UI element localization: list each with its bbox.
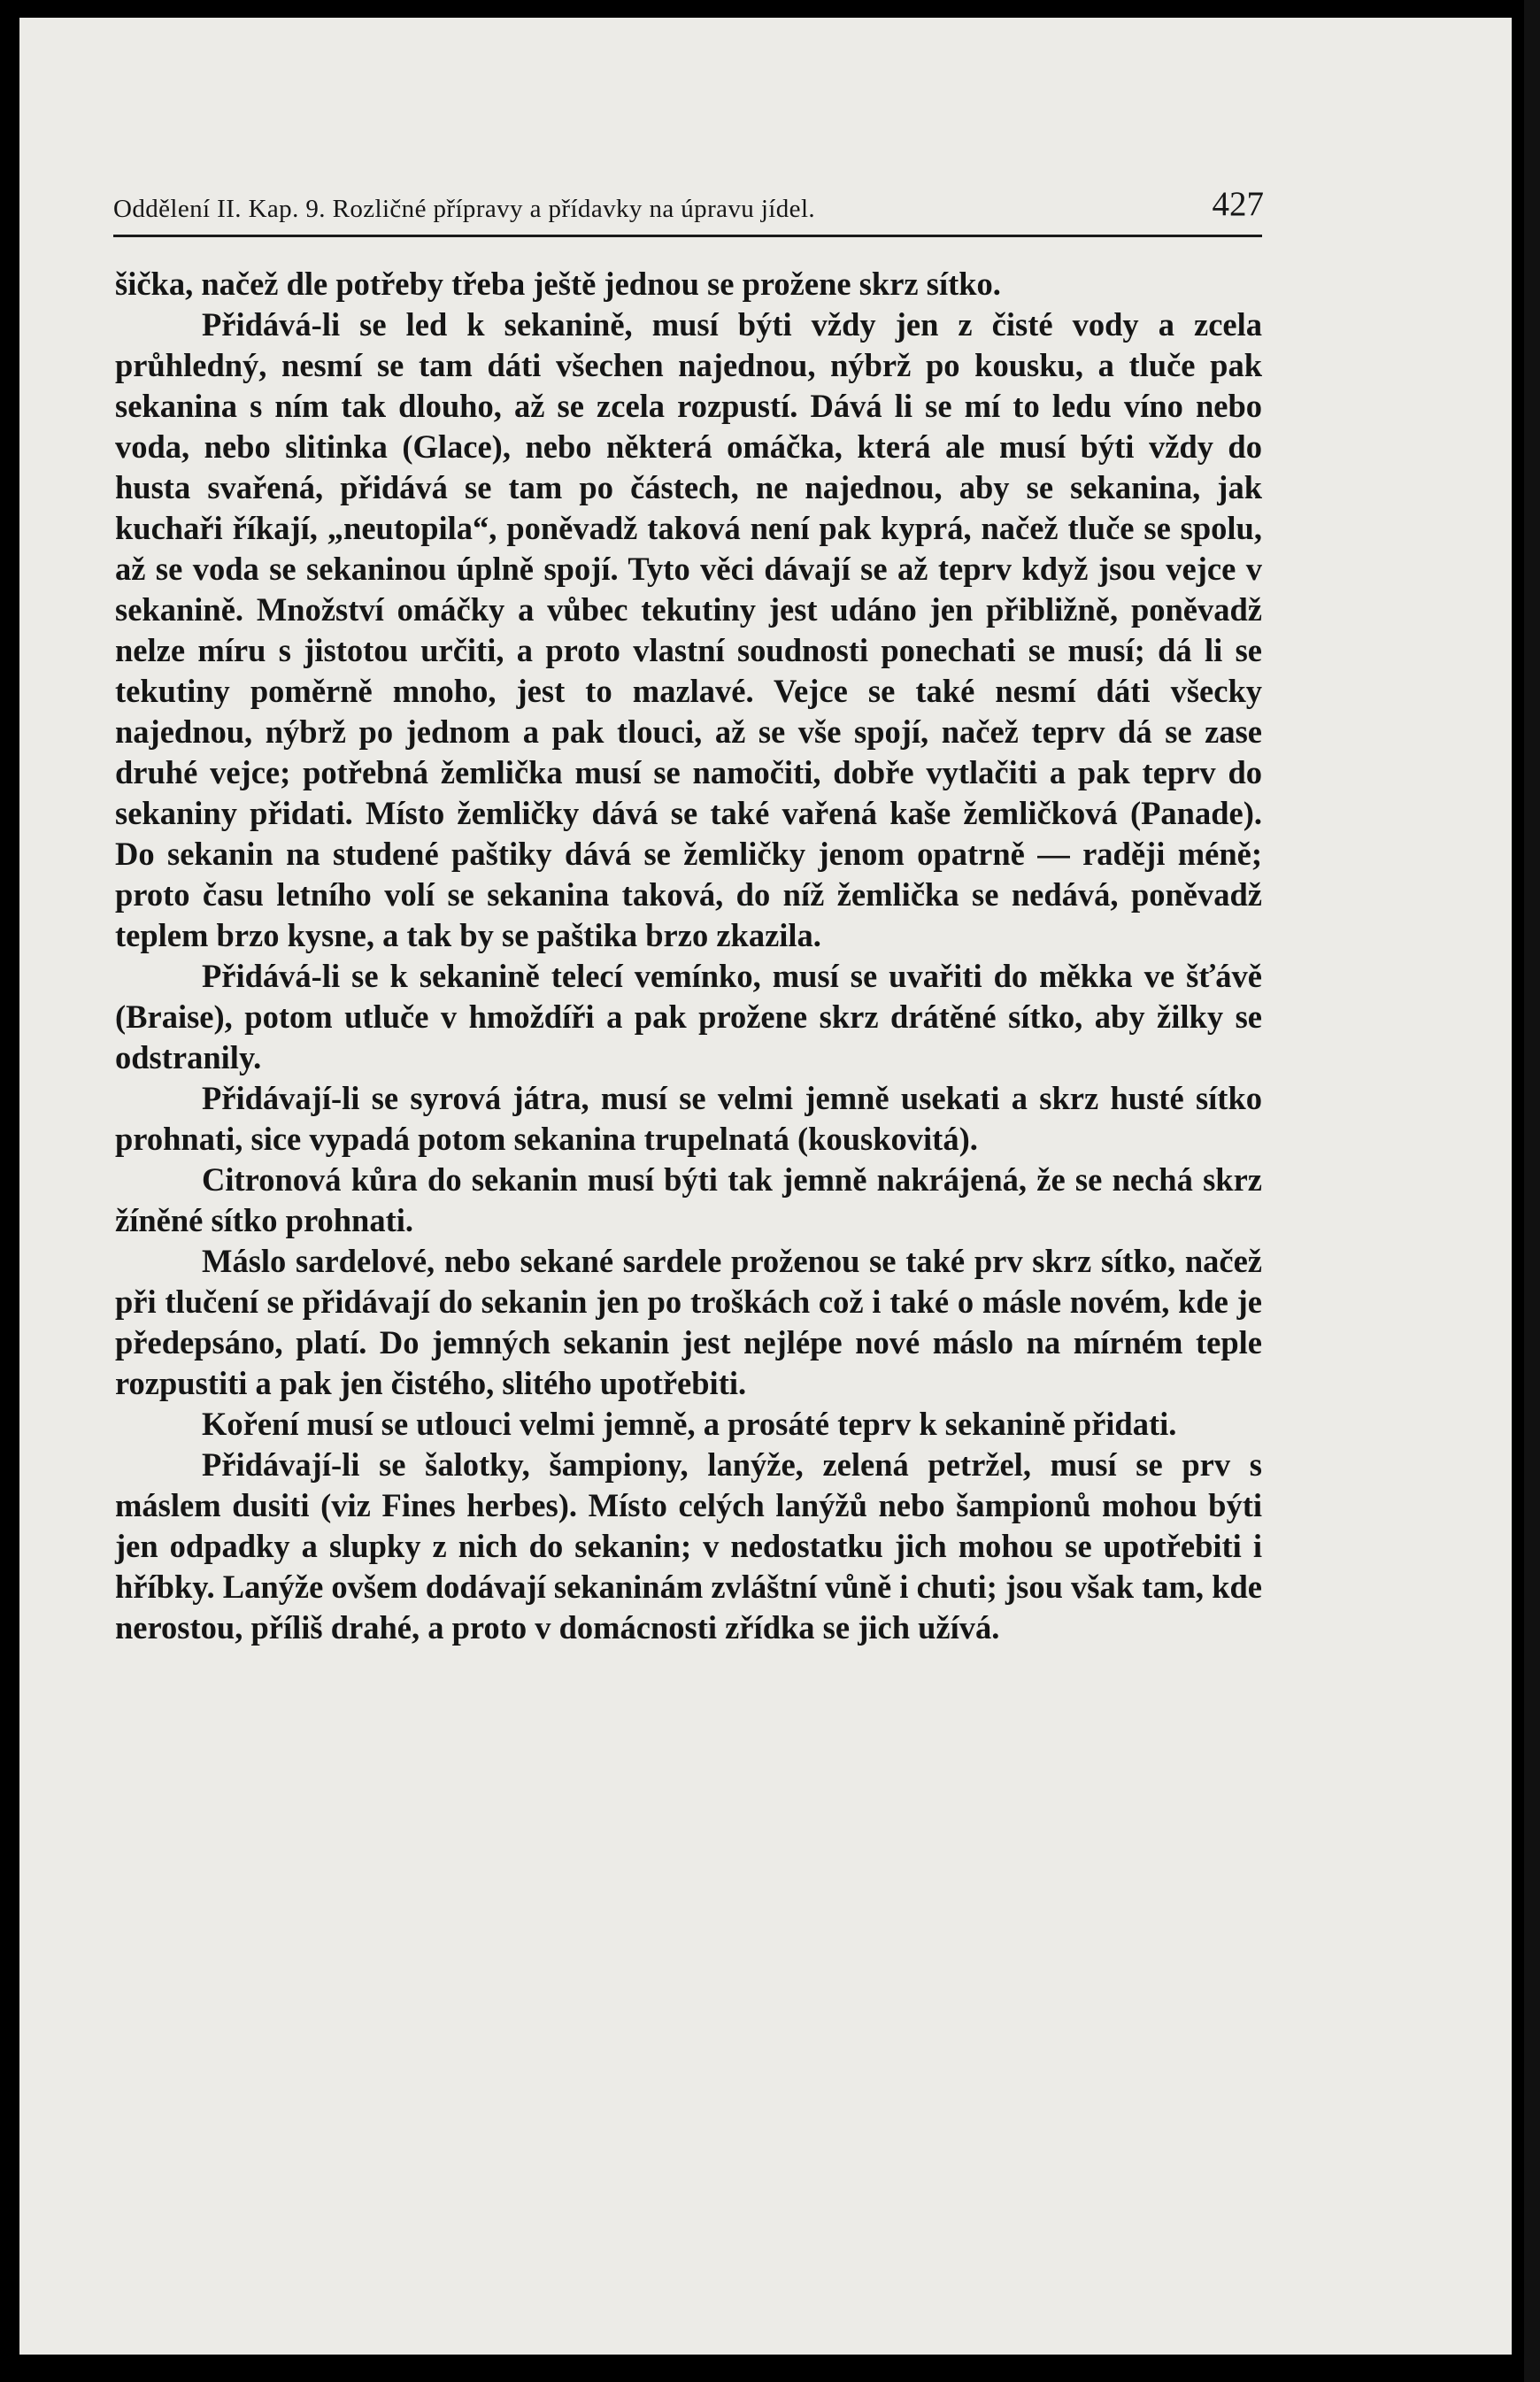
running-header <box>113 179 1264 232</box>
page-number: 427 <box>1212 185 1264 223</box>
paragraph: Koření musí se utlouci velmi jemně, a prosáté teprv k sekanině přidati. <box>202 1406 1177 1442</box>
header-rule <box>113 235 1262 237</box>
running-header-title: Oddělení II. Kap. 9. Rozličné přípravy a přídavky na úpravu jídel. <box>113 195 816 223</box>
paragraph: Přidávají-li se šalotky, šampiony, lanýže, zelená petržel, musí se prv s máslem dusiti (viz Fines herbes). Místo celých lanýžů nebo šampionů mohou býti jen odpadky a slupky z nich do sekanin; v nedostatku jich mohou se upotřebiti i hříbky. Lanýže ovšem dodávají sekaninám zvláštní vůně i chuti; jsou však tam, kde nerostou, příliš drahé, a proto v domácnosti zřídka se jich užívá. <box>115 1446 1262 1646</box>
paragraph: Přidává-li se k sekanině telecí vemínko, musí se uvařiti do měkka ve šťávě (Braise), potom utluče v hmoždíři a pak prožene skrz drátěné sítko, aby žilky se odstranily. <box>115 958 1262 1075</box>
paragraph: Máslo sardelové, nebo sekané sardele proženou se také prv skrz sítko, načež při tlučení se přidávají do sekanin jen po troškách což i také o másle novém, kde je předepsáno, platí. Do jemných sekanin jest nejlépe nové máslo na mírném teple rozpustiti a pak jen čistého, slitého upotřebiti. <box>115 1243 1262 1401</box>
paragraph: šička, načež dle potřeby třeba ještě jednou se prožene skrz sítko. <box>115 266 1001 302</box>
paragraph: Přidávají-li se syrová játra, musí se velmi jemně usekati a skrz husté sítko prohnati, sice vypadá potom sekanina trupelnatá (kouskovitá). <box>115 1080 1262 1157</box>
paragraph: Citronová kůra do sekanin musí býti tak jemně nakrájená, že se nechá skrz žíněné sítko prohnati. <box>115 1161 1262 1238</box>
body-text <box>115 264 1262 1648</box>
scan-edge <box>1524 0 1540 2382</box>
paragraph: Přidává-li se led k sekanině, musí býti vždy jen z čisté vody a zcela průhledný, nesmí se tam dáti všechen najednou, nýbrž po kousku, a tluče pak sekanina s ním tak dlouho, až se zcela rozpustí. Dává li se mí to ledu víno nebo voda, nebo slitinka (Glace), nebo některá omáčka, která ale musí býti vždy do husta svařená, přidává se tam po částech, ne najednou, aby se sekanina, jak kuchaři říkají, „neutopila“, poněvadž taková není pak kyprá, načež tluče se spolu, až se voda se sekaninou úplně spojí. Tyto věci dávají se až teprv když jsou vejce v sekanině. Množství omáčky a vůbec tekutiny jest udáno jen přibližně, poněvadž nelze míru s jistotou určiti, a proto vlastní soudnosti ponechati se musí; dá li se tekutiny poměrně mnoho, jest to mazlavé. Vejce se také nesmí dáti všecky najednou, nýbrž po jednom a pak tlouci, až se vše spojí, načež teprv dá se zase druhé vejce; potřebná žemlička musí se namočiti, dobře vytlačiti a pak teprv do sekaniny přidati. Místo žemličky dává se také vařená kaše žemličková (Panade). Do sekanin na studené paštiky dává se žemličky jenom opatrně — raději méně; proto času letního volí se sekanina taková, do níž žemlička se nedává, poněvadž teplem brzo kysne, a tak by se paštika brzo zkazila. <box>115 306 1262 953</box>
